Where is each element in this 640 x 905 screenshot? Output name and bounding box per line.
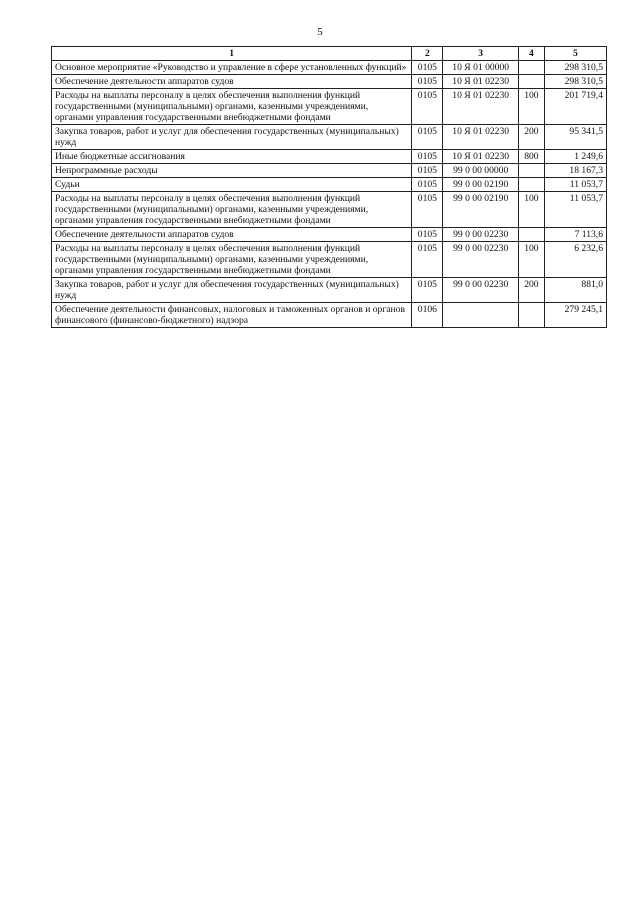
table-row [52, 150, 607, 164]
cell-name: Судьи [52, 178, 412, 192]
cell-target-article: 99 0 00 02190 [443, 192, 519, 228]
table-row [52, 89, 607, 125]
page-number: 5 [317, 26, 323, 38]
cell-expense-type [518, 303, 544, 328]
cell-section-code: 0105 [412, 278, 443, 303]
table-row [52, 192, 607, 228]
cell-section-code: 0105 [412, 61, 443, 75]
header-col-5: 5 [544, 47, 606, 61]
table-body [52, 61, 607, 328]
cell-amount: 201 719,4 [544, 89, 606, 125]
cell-name: Обеспечение деятельности аппаратов судов [52, 228, 412, 242]
cell-target-article: 10 Я 01 02230 [443, 75, 519, 89]
cell-expense-type: 100 [518, 192, 544, 228]
cell-section-code: 0105 [412, 125, 443, 150]
cell-name: Обеспечение деятельности финансовых, налоговых и таможенных органов и органов финансового (финансово-бюджетного) надзора [52, 303, 412, 328]
cell-expense-type: 800 [518, 150, 544, 164]
header-col-3: 3 [443, 47, 519, 61]
table-row [52, 164, 607, 178]
cell-amount: 7 113,6 [544, 228, 606, 242]
header-col-1: 1 [52, 47, 412, 61]
table-header-row [52, 47, 607, 61]
cell-amount: 11 053,7 [544, 192, 606, 228]
cell-expense-type [518, 164, 544, 178]
cell-amount: 6 232,6 [544, 242, 606, 278]
cell-target-article: 99 0 00 02190 [443, 178, 519, 192]
cell-expense-type: 100 [518, 89, 544, 125]
cell-target-article: 99 0 00 00000 [443, 164, 519, 178]
cell-name: Закупка товаров, работ и услуг для обеспечения государственных (муниципальных) нужд [52, 125, 412, 150]
cell-expense-type [518, 228, 544, 242]
cell-expense-type: 200 [518, 278, 544, 303]
cell-amount: 18 167,3 [544, 164, 606, 178]
cell-expense-type: 100 [518, 242, 544, 278]
table-row [52, 61, 607, 75]
cell-name: Иные бюджетные ассигнования [52, 150, 412, 164]
cell-section-code: 0105 [412, 178, 443, 192]
cell-section-code: 0105 [412, 75, 443, 89]
cell-amount: 11 053,7 [544, 178, 606, 192]
cell-name: Расходы на выплаты персоналу в целях обеспечения выполнения функций государственными (муниципальными) органами, казенными учреждениями, органами управления государственными внебюджетными фондами [52, 89, 412, 125]
cell-section-code: 0105 [412, 228, 443, 242]
header-col-4: 4 [518, 47, 544, 61]
cell-amount: 1 249,6 [544, 150, 606, 164]
cell-amount: 279 245,1 [544, 303, 606, 328]
cell-name: Расходы на выплаты персоналу в целях обеспечения выполнения функций государственными (муниципальными) органами, казенными учреждениями, органами управления государственными внебюджетными фондами [52, 192, 412, 228]
table-row [52, 75, 607, 89]
cell-amount: 95 341,5 [544, 125, 606, 150]
header-col-2: 2 [412, 47, 443, 61]
cell-name: Закупка товаров, работ и услуг для обеспечения государственных (муниципальных) нужд [52, 278, 412, 303]
cell-expense-type: 200 [518, 125, 544, 150]
cell-target-article: 99 0 00 02230 [443, 242, 519, 278]
cell-section-code: 0105 [412, 89, 443, 125]
cell-target-article: 10 Я 01 02230 [443, 89, 519, 125]
table-row [52, 125, 607, 150]
cell-target-article: 10 Я 01 00000 [443, 61, 519, 75]
cell-section-code: 0106 [412, 303, 443, 328]
cell-expense-type [518, 178, 544, 192]
table-row [52, 303, 607, 328]
cell-section-code: 0105 [412, 192, 443, 228]
cell-target-article: 10 Я 01 02230 [443, 125, 519, 150]
cell-section-code: 0105 [412, 150, 443, 164]
cell-name: Расходы на выплаты персоналу в целях обеспечения выполнения функций государственными (муниципальными) органами, казенными учреждениями, органами управления государственными внебюджетными фондами [52, 242, 412, 278]
cell-target-article: 99 0 00 02230 [443, 278, 519, 303]
cell-section-code: 0105 [412, 242, 443, 278]
table-row [52, 228, 607, 242]
budget-table [51, 46, 607, 328]
cell-name: Основное мероприятие «Руководство и управление в сфере установленных функций» [52, 61, 412, 75]
cell-amount: 298 310,5 [544, 75, 606, 89]
table-row [52, 178, 607, 192]
cell-target-article: 99 0 00 02230 [443, 228, 519, 242]
cell-target-article [443, 303, 519, 328]
cell-name: Обеспечение деятельности аппаратов судов [52, 75, 412, 89]
cell-expense-type [518, 75, 544, 89]
table-row [52, 242, 607, 278]
cell-expense-type [518, 61, 544, 75]
cell-amount: 881,0 [544, 278, 606, 303]
cell-name: Непрограммные расходы [52, 164, 412, 178]
cell-amount: 298 310,5 [544, 61, 606, 75]
table-row [52, 278, 607, 303]
cell-target-article: 10 Я 01 02230 [443, 150, 519, 164]
cell-section-code: 0105 [412, 164, 443, 178]
